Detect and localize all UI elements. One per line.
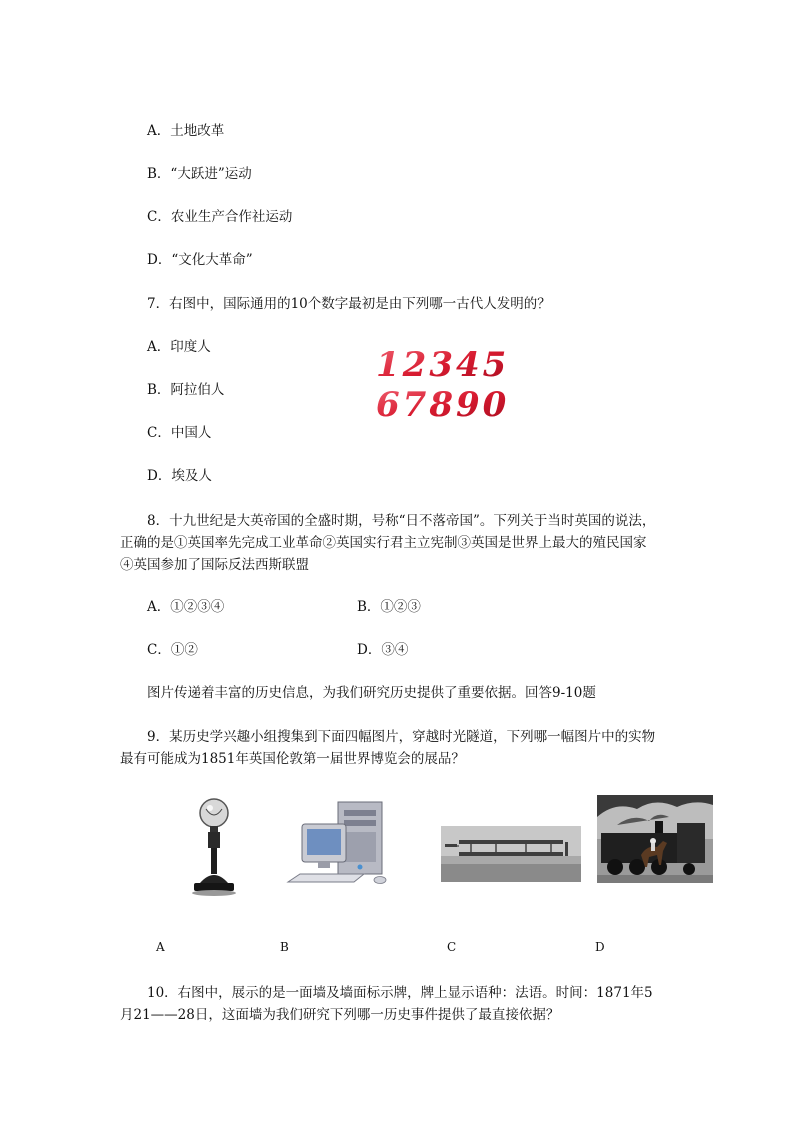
numerals-row-1: 12345 xyxy=(376,345,510,385)
q6-option-a: A．土地改革 xyxy=(147,123,225,139)
light-bulb-icon xyxy=(186,795,242,900)
q8-stem-line-3: ④英国参加了国际反法西斯联盟 xyxy=(120,557,309,573)
q6-option-c: C．农业生产合作社运动 xyxy=(147,209,293,225)
q8-stem-line-1: 8．十九世纪是大英帝国的全盛时期，号称“日不落帝国”。下列关于当时英国的说法， xyxy=(147,513,656,529)
picture-label-c: C xyxy=(447,940,457,954)
picture-label-b: B xyxy=(280,940,289,954)
q6-option-b: B．“大跃进”运动 xyxy=(147,166,252,182)
q8-option-b: B．①②③ xyxy=(357,599,421,615)
computer-icon xyxy=(284,796,404,892)
q8-stem-line-2: 正确的是①英国率先完成工业革命②英国实行君主立宪制③英国是世界上最大的殖民国家 xyxy=(120,535,647,551)
q6-option-d: D．“文化大革命” xyxy=(147,252,253,268)
q10-stem-line-2: 月21——28日，这面墙为我们研究下列哪一历史事件提供了最直接依据？ xyxy=(120,1007,560,1023)
q7-option-c: C．中国人 xyxy=(147,425,212,441)
picture-label-d: D xyxy=(595,940,605,954)
section-intro: 图片传递着丰富的历史信息，为我们研究历史提供了重要依据。回答9-10题 xyxy=(147,685,596,701)
q10-stem-line-1: 10．右图中，展示的是一面墙及墙面标示牌，牌上显示语种：法语。时间：1871年5 xyxy=(147,985,653,1001)
q7-stem: 7．右图中，国际通用的10个数字最初是由下列哪一古代人发明的？ xyxy=(147,296,551,312)
numerals-image xyxy=(372,340,512,430)
steam-locomotive-icon xyxy=(597,795,713,883)
q7-option-d: D．埃及人 xyxy=(147,468,212,484)
picture-label-a: A xyxy=(156,940,165,954)
q7-option-b: B．阿拉伯人 xyxy=(147,382,225,398)
q8-option-c: C．①② xyxy=(147,642,198,658)
q9-stem-line-1: 9．某历史学兴趣小组搜集到下面四幅图片，穿越时光隧道，下列哪一幅图片中的实物 xyxy=(147,729,656,745)
numerals-row-2: 67890 xyxy=(376,385,510,425)
q7-option-a: A．印度人 xyxy=(147,339,211,355)
q8-option-d: D．③④ xyxy=(357,642,409,658)
q9-stem-line-2: 最有可能成为1851年英国伦敦第一届世界博览会的展品？ xyxy=(120,751,465,767)
q8-option-a: A．①②③④ xyxy=(147,599,225,615)
airplane-icon xyxy=(441,826,581,882)
